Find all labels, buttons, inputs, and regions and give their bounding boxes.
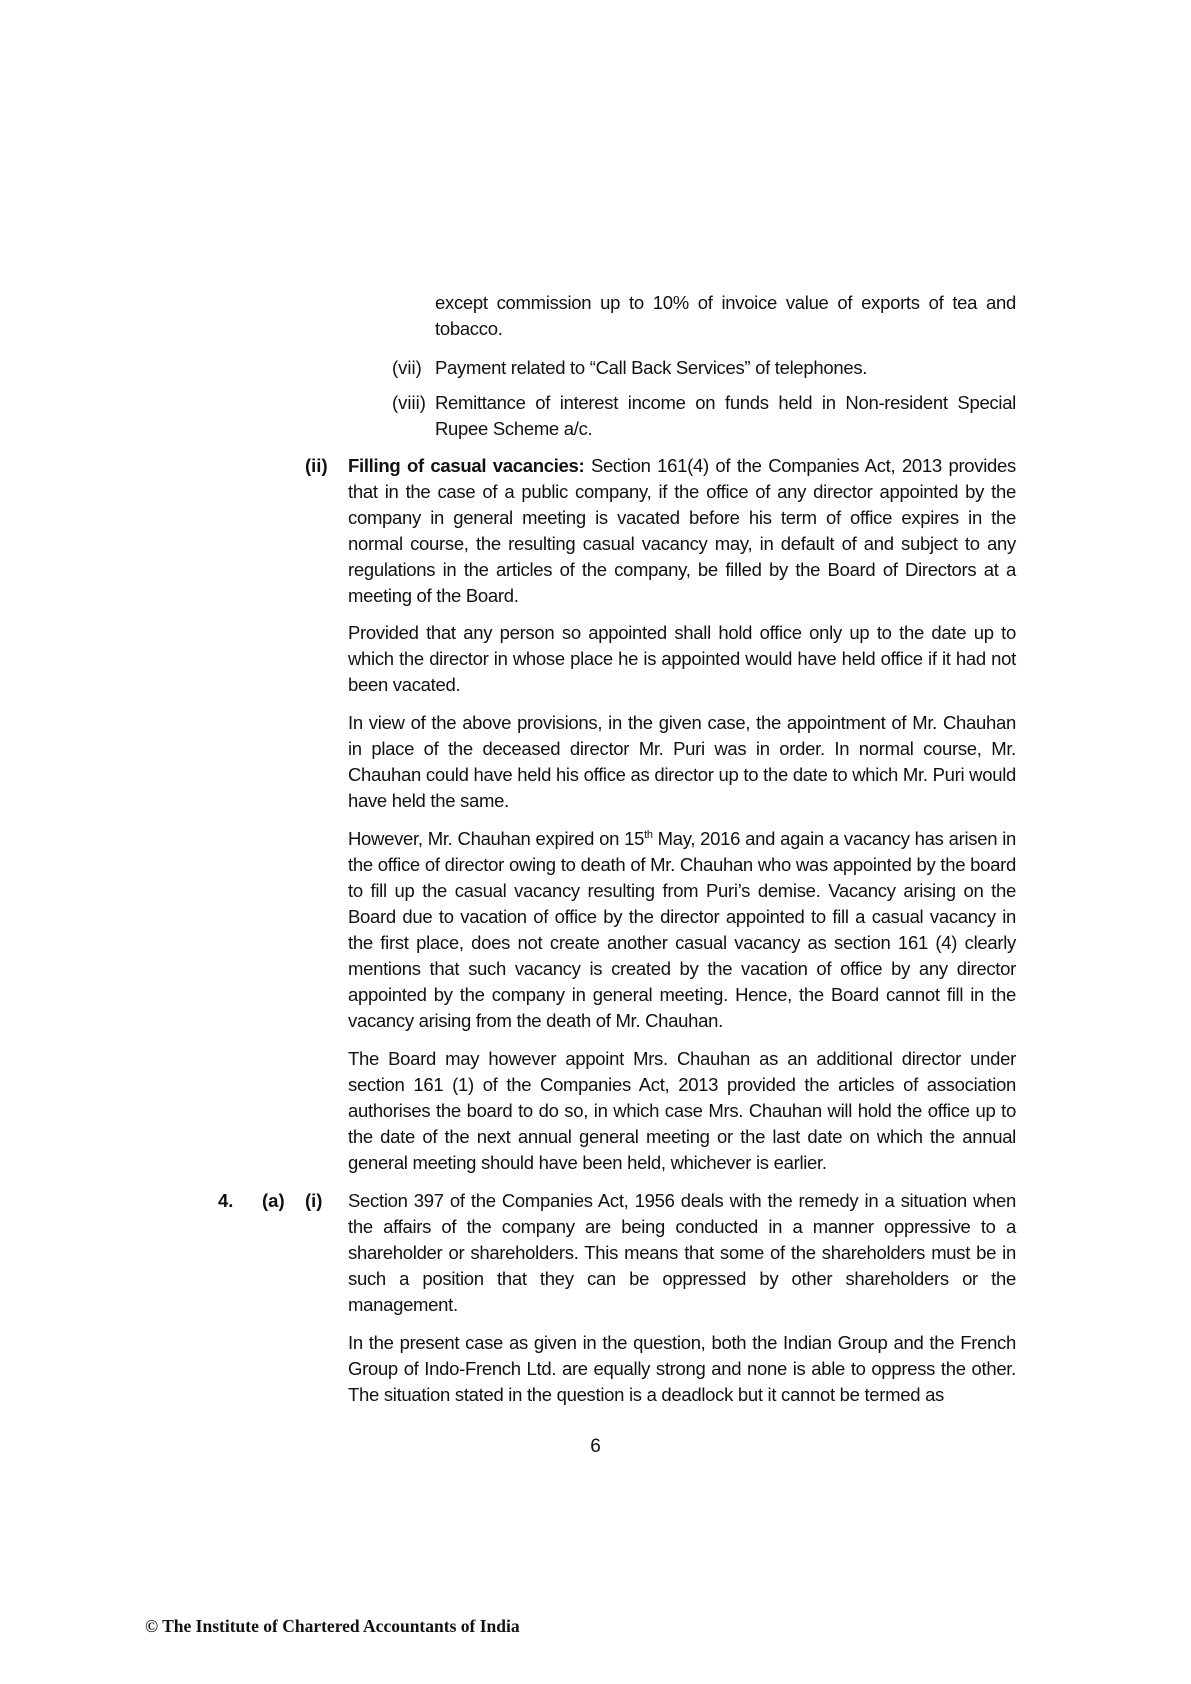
item-ii-paragraph-2: Provided that any person so appointed shall hold office only up to the date up to which the director in whose place he is appointed would have held office if it had not been vacated. (348, 622, 1016, 695)
question-subpart: (i) (305, 1190, 323, 1211)
question-4-paragraph-2: In the present case as given in the question, both the Indian Group and the French Group of Indo-French Ltd. are equally strong and none is able to oppress the other. The situation stated in the question is a deadlock but it cannot be termed as (348, 1332, 1016, 1405)
page-number: 6 (590, 1436, 601, 1457)
sub-item-vii-text: Payment related to “Call Back Services” of telephones. (435, 357, 868, 378)
question-4-paragraph-1: Section 397 of the Companies Act, 1956 deals with the remedy in a situation when the affairs of the company are being conducted in a manner oppressive to a shareholder or shareholders. This means that some of the shareholders must be in such a position that they can be oppressed by other shareholders or the management. (348, 1190, 1016, 1315)
item-ii-paragraph-3: In view of the above provisions, in the given case, the appointment of Mr. Chauhan in place of the deceased director Mr. Puri was in order. In normal course, Mr. Chauhan could have held his office as director up to the date to which Mr. Puri would have held the same. (348, 712, 1016, 811)
item-ii-paragraph-1 (348, 453, 1016, 609)
copyright-footer: © The Institute of Chartered Accountants of India (145, 1616, 520, 1636)
item-ii-para4-rest: May, 2016 and again a vacancy has arisen in the office of director owing to death of Mr. Chauhan who was appointed by the board to fill up the casual vacancy resulting from Puri’s demise. Vacancy arising on the Board due to vacation of office by the director appointed to fill a casual vacancy in the first place, does not create another casual vacancy as section 161 (4) clearly mentions that such vacancy is created by the vacation of office by any director appointed by the company in general meeting. Hence, the Board cannot fill in the vacancy arising from the death of Mr. Chauhan. (348, 828, 1016, 1031)
item-ii-intro: Section 161(4) of the Companies Act, 2013 provides that in the case of a public company, if the office of any director appointed by the company in general meeting is vacated before his term of office expires in the normal course, the resulting casual vacancy may, in default of and subject to any regulations in the articles of the company, be filled by the Board of Directors at a meeting of the Board. (348, 455, 1016, 606)
item-ii-paragraph-5: The Board may however appoint Mrs. Chauhan as an additional director under section 161 (1) of the Companies Act, 2013 provided the articles of association authorises the board to do so, in which case Mrs. Chauhan will hold the office up to the date of the next annual general meeting or the last date on which the annual general meeting should have been held, whichever is earlier. (348, 1048, 1016, 1173)
sub-item-viii-text: Remittance of interest income on funds held in Non-resident Special Rupee Scheme a/c. (435, 392, 1016, 439)
question-part: (a) (262, 1190, 285, 1211)
continuation-text: except commission up to 10% of invoice value of exports of tea and tobacco. (435, 292, 1016, 339)
item-ii-paragraph-4 (348, 826, 1016, 1034)
ordinal-suffix: th (644, 828, 653, 841)
question-number: 4. (218, 1190, 234, 1211)
sub-item-marker-vii: (vii) (392, 357, 422, 378)
item-ii-para4-start: However, Mr. Chauhan expired on 15 (348, 828, 645, 849)
sub-item-marker-viii: (viii) (392, 392, 426, 413)
item-marker-ii: (ii) (305, 455, 328, 476)
item-ii-heading: Filling of casual vacancies: (348, 455, 585, 476)
